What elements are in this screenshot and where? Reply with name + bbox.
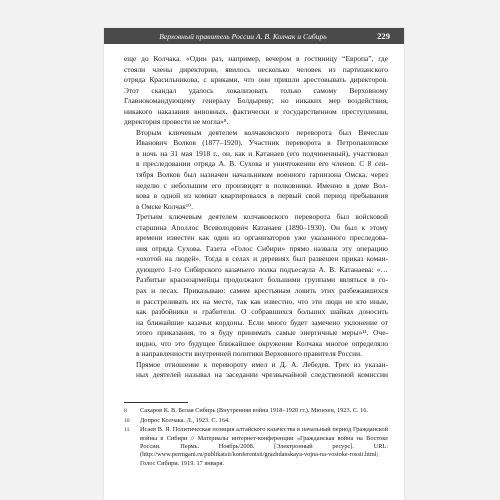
text-line: видно, что это будущее ближайшее окружение Колчака многое определяло bbox=[136, 338, 388, 348]
text-line: тября Волков был назначен начальником военного гарнизона Омска, через bbox=[136, 170, 388, 180]
text-line: старшина Аполлос Всеволодович Катанаев (1890–1930). Он был к этому bbox=[136, 222, 388, 232]
text-line: времени известен как один из организаторов уже указанного преследова- bbox=[136, 233, 388, 243]
text-line: Разбитые красноармейцы продолжают большими группами являться в го- bbox=[136, 275, 388, 285]
text-line: еще до Колчака. «Один раз, например, вечером в гостиницу “Европа”, где bbox=[124, 54, 388, 63]
footnote-number: 11 bbox=[124, 427, 130, 434]
text-line: отряда Красильникова, с криками, что они пришли арестовывать директоров. bbox=[124, 75, 388, 85]
paragraph-3 bbox=[124, 360, 388, 381]
text-line: этого приказания, то я буду принимать самые энергичные меры»¹¹. Оче- bbox=[136, 328, 388, 338]
text-line: Главнокомандующему генералу Болдыреву; но никаких мер воздействия, bbox=[124, 96, 388, 106]
text-line: никакого наказания виновных, фактически в государственном преступлении, bbox=[124, 106, 388, 116]
text-line: «охотой на людей». Тогда в селах и деревнях был развешен приказ коман- bbox=[136, 254, 388, 264]
text-line: дующего 1-го Сибирского казачьего полка подъесаула А. В. Катанаева: «… bbox=[136, 264, 388, 274]
text-line: Вторым ключевым деятелем колчаковского переворота был Вячеслав bbox=[136, 127, 388, 137]
footnote-number: 10 bbox=[124, 417, 130, 424]
paragraph-2 bbox=[124, 212, 388, 360]
page-header bbox=[104, 28, 404, 44]
text-line: и расстреливать их на месте, так как известно, что эти люди не кто иные, bbox=[136, 296, 388, 306]
page-number: 229 bbox=[377, 31, 390, 41]
footnote-text: Сахаров К. В. Белая Сибирь (Внутренняя война 1918–1920 гг.). Мюнхен, 1923. С. 16. bbox=[140, 407, 368, 414]
book-page bbox=[104, 28, 404, 500]
text-line: ния отряда Сухова. Газета «Голос Сибири» прямо назвала эту операцию bbox=[136, 243, 388, 253]
text-line: неделю с небольшим его произвидят в полковники. Именно в доме Вол- bbox=[136, 180, 388, 190]
text-line: на ближайшие казачьи кордоны. Если много будет замечено уклонение от bbox=[136, 317, 388, 327]
footnotes bbox=[124, 407, 388, 469]
text-line: в ночь на 31 мая 1918 г., он, как и Катанаев (его подчиненный), участвовал bbox=[136, 148, 388, 158]
text-line: директория провести не могла»⁸. bbox=[124, 117, 229, 127]
text-line: в направленности внутренней политики Верховного правителя России. bbox=[136, 349, 362, 359]
text-line: стояли члены директории, явилось несколько человек из партизанского bbox=[124, 64, 388, 74]
text-line: в Омске Колчак¹⁰. bbox=[136, 201, 193, 211]
footnote-divider bbox=[124, 402, 188, 403]
footnote-number: 8 bbox=[124, 408, 127, 414]
text-line: Иванович Волков (1877–1920). Участник переворота в Петропавловске bbox=[136, 138, 388, 148]
paragraph-0 bbox=[124, 54, 388, 128]
running-title: Верховный правитель России А. В. Колчак и Сибирь bbox=[159, 31, 327, 41]
footnote bbox=[124, 407, 388, 415]
footnote bbox=[124, 426, 388, 467]
text-line: Третьим ключевым деятелем колчаковского переворота был войсковой bbox=[136, 212, 388, 222]
body-text bbox=[124, 54, 388, 381]
text-line: как разбойники и грабители. О собравшихся больших шайках доносить bbox=[136, 307, 388, 317]
text-line: Этот скандал удалось локализовать только самому Верховному bbox=[124, 85, 388, 95]
text-line: ных деятелей называл на заседании чрезвычайной следственной комиссии bbox=[136, 370, 388, 380]
footnote-text: Допрос Колчака. Л., 1923. С. 164. bbox=[140, 416, 230, 424]
paragraph-1 bbox=[124, 128, 388, 212]
text-line: кова в одной из комнат квартировался в первый свой период пребывания bbox=[136, 191, 388, 201]
text-line: в преследовании отряда А. В. Сухова и уничтожении его членов. С 8 сен- bbox=[136, 159, 388, 169]
text-line: рах и лесах. Приказываю: самим крестьянам ловить этих разбежавшихся bbox=[136, 286, 388, 296]
footnote-text: Исаев В. Я. Политическая позиция алтайского казачества в начальный период Гражданской войны в Сибири // Материалы интернет-конференции «Гражданская война на Востоке России. Пермь. Ноябрь/2008. [Электронный ресурс]. URL:(http://www.permgani.ru/publikatsii/konferentsii/grazhdanskaya-vojna-na-vostoke-rossii.html; Голос Сибири. 1919. 17 января. bbox=[140, 426, 388, 467]
footnote bbox=[124, 417, 388, 425]
text-line: Прямое отношение к перевороту имел и Д. А. Лебедев. Трех из указан- bbox=[136, 359, 388, 369]
